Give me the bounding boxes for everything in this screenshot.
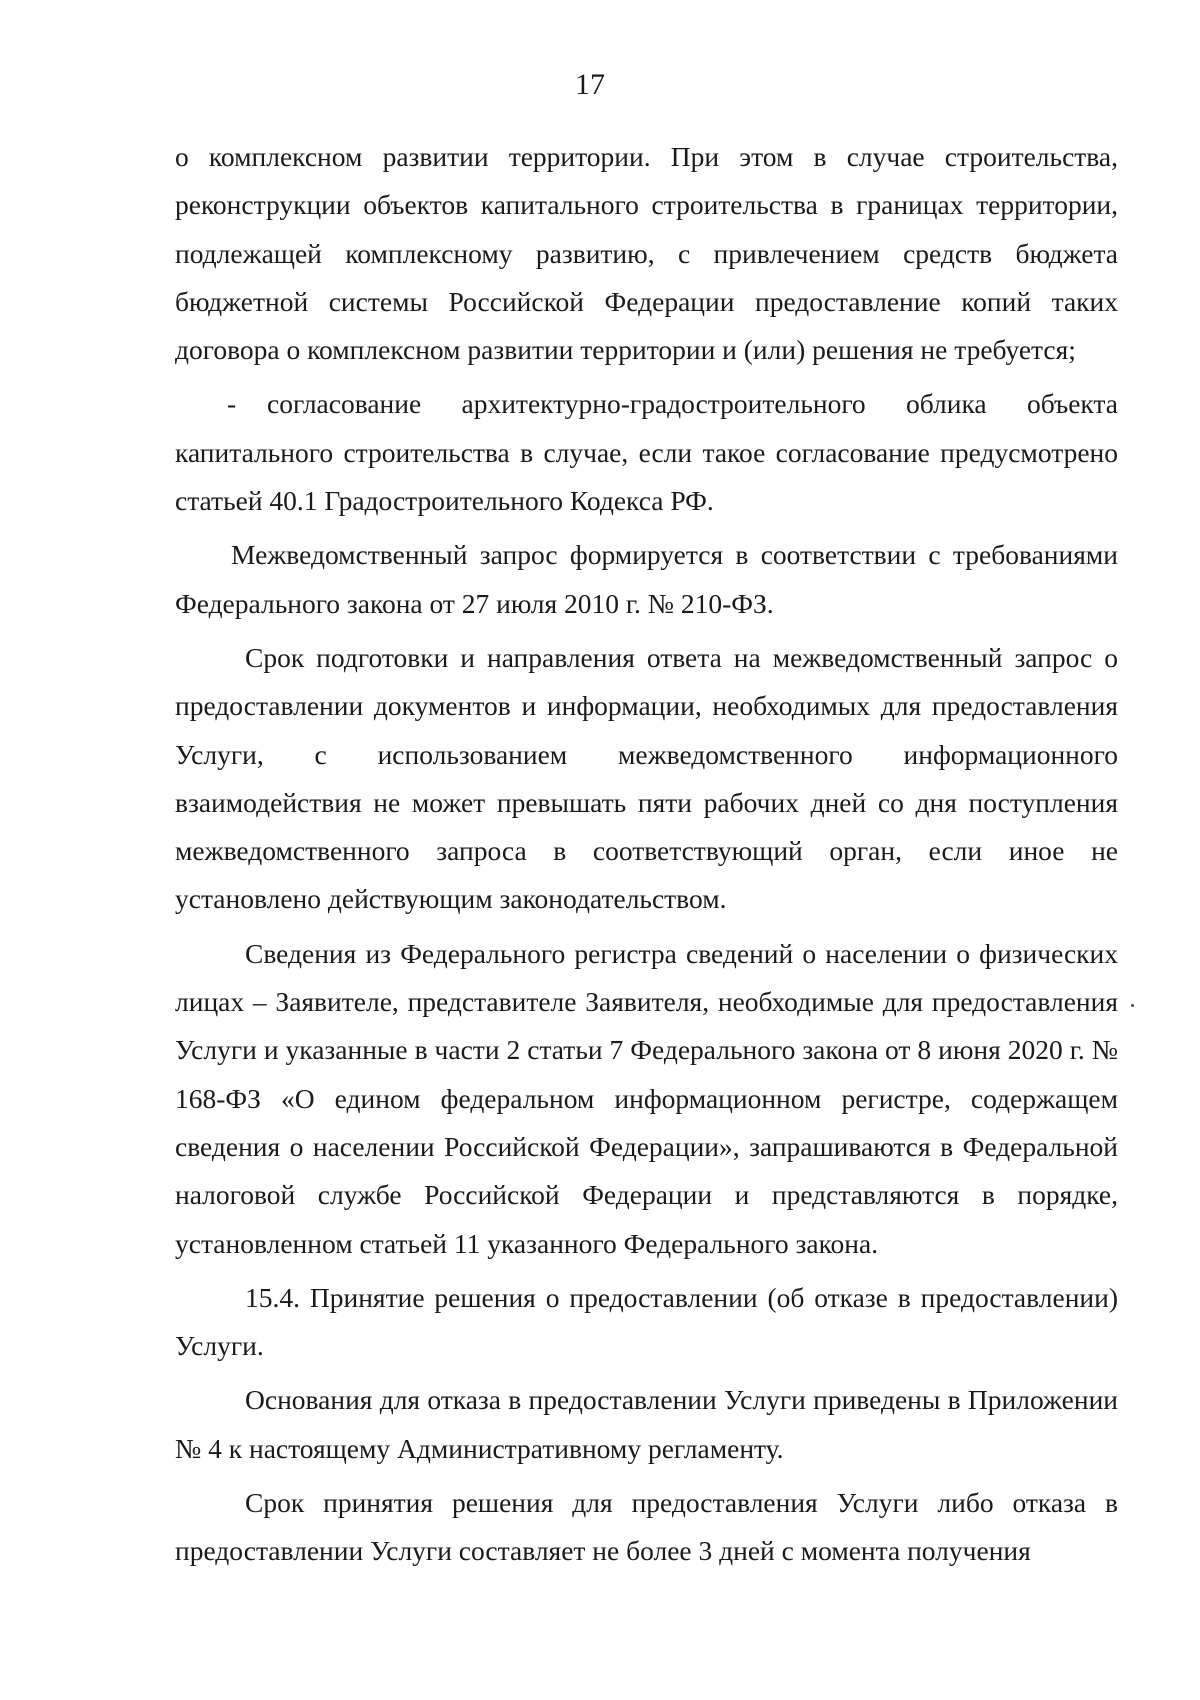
paragraph-population-register: Сведения из Федерального регистра сведений о населении о физических лицах – Заявителе, представителе Заявителя, необходимые для предоставления Услуги и указанные в части 2 статьи 7 Федерального закона от 8 июня 2020 г. № 168-ФЗ «О едином федеральном информационном регистре, содержащем сведения о населении Российской Федерации», запрашиваются в Федеральной налоговой службе Российской Федерации и представляются в порядке, установленном статьей 11 указанного Федерального закона.	[175, 937, 1118, 1259]
list-item-approval	[175, 380, 1118, 525]
list-dash: -	[227, 388, 237, 420]
paragraph-decision-deadline: Срок принятия решения для предоставления Услуги либо отказа в предоставлении Услуги составляет не более 3 дней с момента получения	[175, 1487, 1118, 1567]
document-body	[175, 133, 1118, 1576]
scan-speck	[1131, 1004, 1134, 1007]
paragraph-interagency-request: Межведомственный запрос формируется в соответствии с требованиями Федерального закона от 27 июля 2010 г. № 210-ФЗ.	[175, 539, 1118, 619]
paragraph-continuation: о комплексном развитии территории. При этом в случае строительства, реконструкции объектов капитального строительства в границах территории, подлежащей комплексному развитию, с привлечением средств бюджета бюджетной системы Российской Федерации предоставление копий таких договора о комплексном развитии территории и (или) решения не требуется;	[175, 141, 1118, 366]
paragraph-refusal-grounds: Основания для отказа в предоставлении Услуги приведены в Приложении № 4 к настоящему Административному регламенту.	[175, 1384, 1118, 1464]
list-item-text: согласование архитектурно-градостроительного облика объекта капитального строительства в случае, если такое согласование предусмотрено статьей 40.1 Градостроительного Кодекса РФ.	[175, 388, 1118, 517]
section-heading-15-4: 15.4. Принятие решения о предоставлении (об отказе в предоставлении) Услуги.	[175, 1281, 1118, 1362]
page-number: 17	[575, 68, 605, 101]
paragraph-response-deadline: Срок подготовки и направления ответа на межведомственный запрос о предоставлении документов и информации, необходимых для предоставления Услуги, с использованием межведомственного информационного взаимодействия не может превышать пяти рабочих дней со дня поступления межведомственного запроса в соответствующий орган, если иное не установлено действующим законодательством.	[175, 641, 1118, 915]
